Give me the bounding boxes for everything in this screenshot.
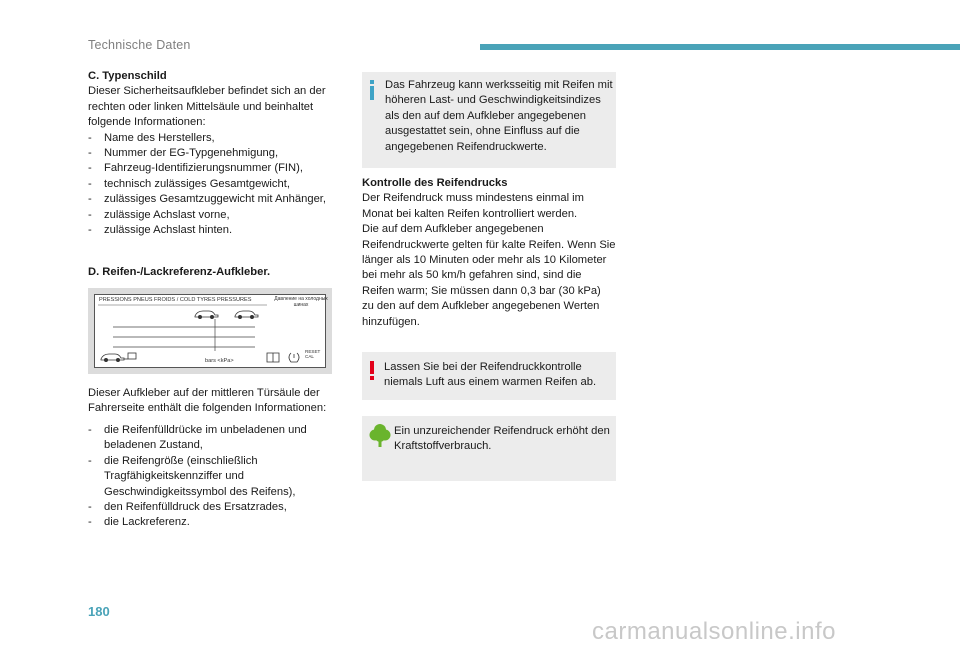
list-item-line: - die Reifenfülldrücke im unbeladenen und [104, 424, 307, 436]
sticker-description-line: Dieser Aufkleber auf der mittleren Türsäule der [88, 387, 320, 399]
info-note-line: als den auf dem Aufkleber angegebenen [385, 109, 586, 122]
sticker-description-line: Fahrerseite enthält die folgenden Informationen: [88, 402, 327, 415]
pressure-check-line: länger als 10 Minuten oder mehr als 10 Kilometer [362, 254, 607, 267]
sticker-header-text: PRESSIONS PNEUS FROIDS / COLD TYRES PRESSURES [99, 297, 252, 303]
info-note-line: angegebenen Reifendruckwerte. [385, 140, 547, 153]
info-note-box [362, 72, 616, 168]
warning-icon [370, 361, 374, 381]
list-item: - zulässige Achslast vorne, [88, 208, 343, 223]
sticker-info-list [88, 423, 343, 531]
car-trailer-icon [101, 353, 136, 362]
list-item [88, 454, 343, 500]
list-item: - Fahrzeug-Identifizierungsnummer (FIN), [88, 161, 343, 176]
pressure-check-line: Die auf dem Aufkleber angegebenen [362, 223, 544, 236]
tyre-pressure-icon [289, 353, 299, 362]
page-header-title: Technische Daten [88, 38, 191, 52]
list-item-line: - die Reifengröße (einschließlich [104, 454, 258, 467]
warning-note-text [384, 360, 612, 391]
warning-note-box [362, 352, 616, 400]
list-item-line: Geschwindigkeitssymbol des Reifens), [104, 485, 296, 498]
warning-note-line: Lassen Sie bei der Reifendruckkontrolle [384, 361, 582, 373]
pressure-check-line: Reifen warm; Sie müssen dann 0,3 bar (30 kPa) [362, 284, 601, 297]
watermark-text: carmanualsonline.info [592, 618, 836, 645]
sticker-reset-text: RESET CAL [305, 349, 321, 359]
section-c-intro-line: rechten oder linken Mittelsäule und beinhaltet [88, 100, 314, 113]
manual-book-icon [267, 353, 279, 362]
warning-note-line: niemals Luft aus einem warmen Reifen ab. [384, 376, 597, 389]
list-item [88, 500, 343, 515]
section-c-heading: C. Typenschild [88, 70, 167, 82]
info-note-line: höheren Last- und Geschwindigkeitsindizes [385, 94, 601, 107]
pressure-check-heading: Kontrolle des Reifendrucks [362, 177, 508, 189]
list-item: - technisch zulässiges Gesamtgewicht, [88, 177, 343, 192]
section-c-intro-line: Dieser Sicherheitsaufkleber befindet sich an der [88, 85, 326, 98]
pressure-check-line: hinzufügen. [362, 315, 420, 328]
pressure-check-line: Reifendruckwerte gelten für kalte Reifen. Wenn Sie [362, 238, 616, 251]
section-c-intro-line: folgende Informationen: [88, 116, 206, 129]
eco-note-box [362, 416, 616, 481]
eco-note-line: Ein unzureichender Reifendruck erhöht den [394, 425, 610, 437]
car-icon [235, 311, 258, 319]
info-icon [370, 80, 374, 100]
pressure-check-section [362, 176, 620, 330]
list-item: - zulässiges Gesamtzuggewicht mit Anhänger, [88, 192, 343, 207]
tree-icon [369, 423, 391, 447]
list-item-line: - die Lackreferenz. [104, 516, 190, 529]
list-item: - Nummer der EG-Typgenehmigung, [88, 146, 343, 161]
tyre-pressure-sticker-illustration [88, 288, 332, 374]
pressure-check-line: Der Reifendruck muss mindestens einmal im [362, 192, 584, 205]
sticker-label [94, 294, 326, 368]
pressure-check-line: Monat bei kalten Reifen kontrolliert werden. [362, 207, 578, 220]
info-note-line: Das Fahrzeug kann werksseitig mit Reifen mit [385, 79, 613, 91]
eco-note-line: Kraftstoffverbrauch. [394, 440, 492, 453]
header-accent-bar [480, 44, 960, 50]
pressure-check-line: zu den auf dem Aufkleber angegebenen Werten [362, 300, 600, 313]
eco-note-text [394, 424, 614, 455]
list-item-line: beladenen Zustand, [104, 439, 203, 452]
sticker-russian-text: Давление на холодных шинах [274, 296, 328, 308]
section-c-list [88, 131, 343, 239]
list-item-line: Tragfähigkeitskennziffer und [104, 470, 244, 483]
info-note-text [385, 78, 613, 155]
list-item [88, 423, 343, 454]
sticker-units-text: bars <kPa> [205, 358, 234, 364]
pressure-check-line: bei mehr als 50 km/h gefahren sind, sind die [362, 269, 582, 282]
car-icon [195, 311, 218, 319]
info-note-line: ausgestattet sein, ohne Einfluss auf die [385, 125, 580, 138]
section-c [88, 69, 343, 238]
list-item: - Name des Herstellers, [88, 131, 343, 146]
page-number: 180 [88, 604, 110, 619]
list-item-line: - den Reifenfülldruck des Ersatzrades, [104, 501, 287, 514]
section-d-heading: D. Reifen-/Lackreferenz-Aufkleber. [88, 266, 271, 278]
list-item: - zulässige Achslast hinten. [88, 223, 343, 238]
sticker-description [88, 386, 343, 417]
list-item [88, 515, 343, 530]
